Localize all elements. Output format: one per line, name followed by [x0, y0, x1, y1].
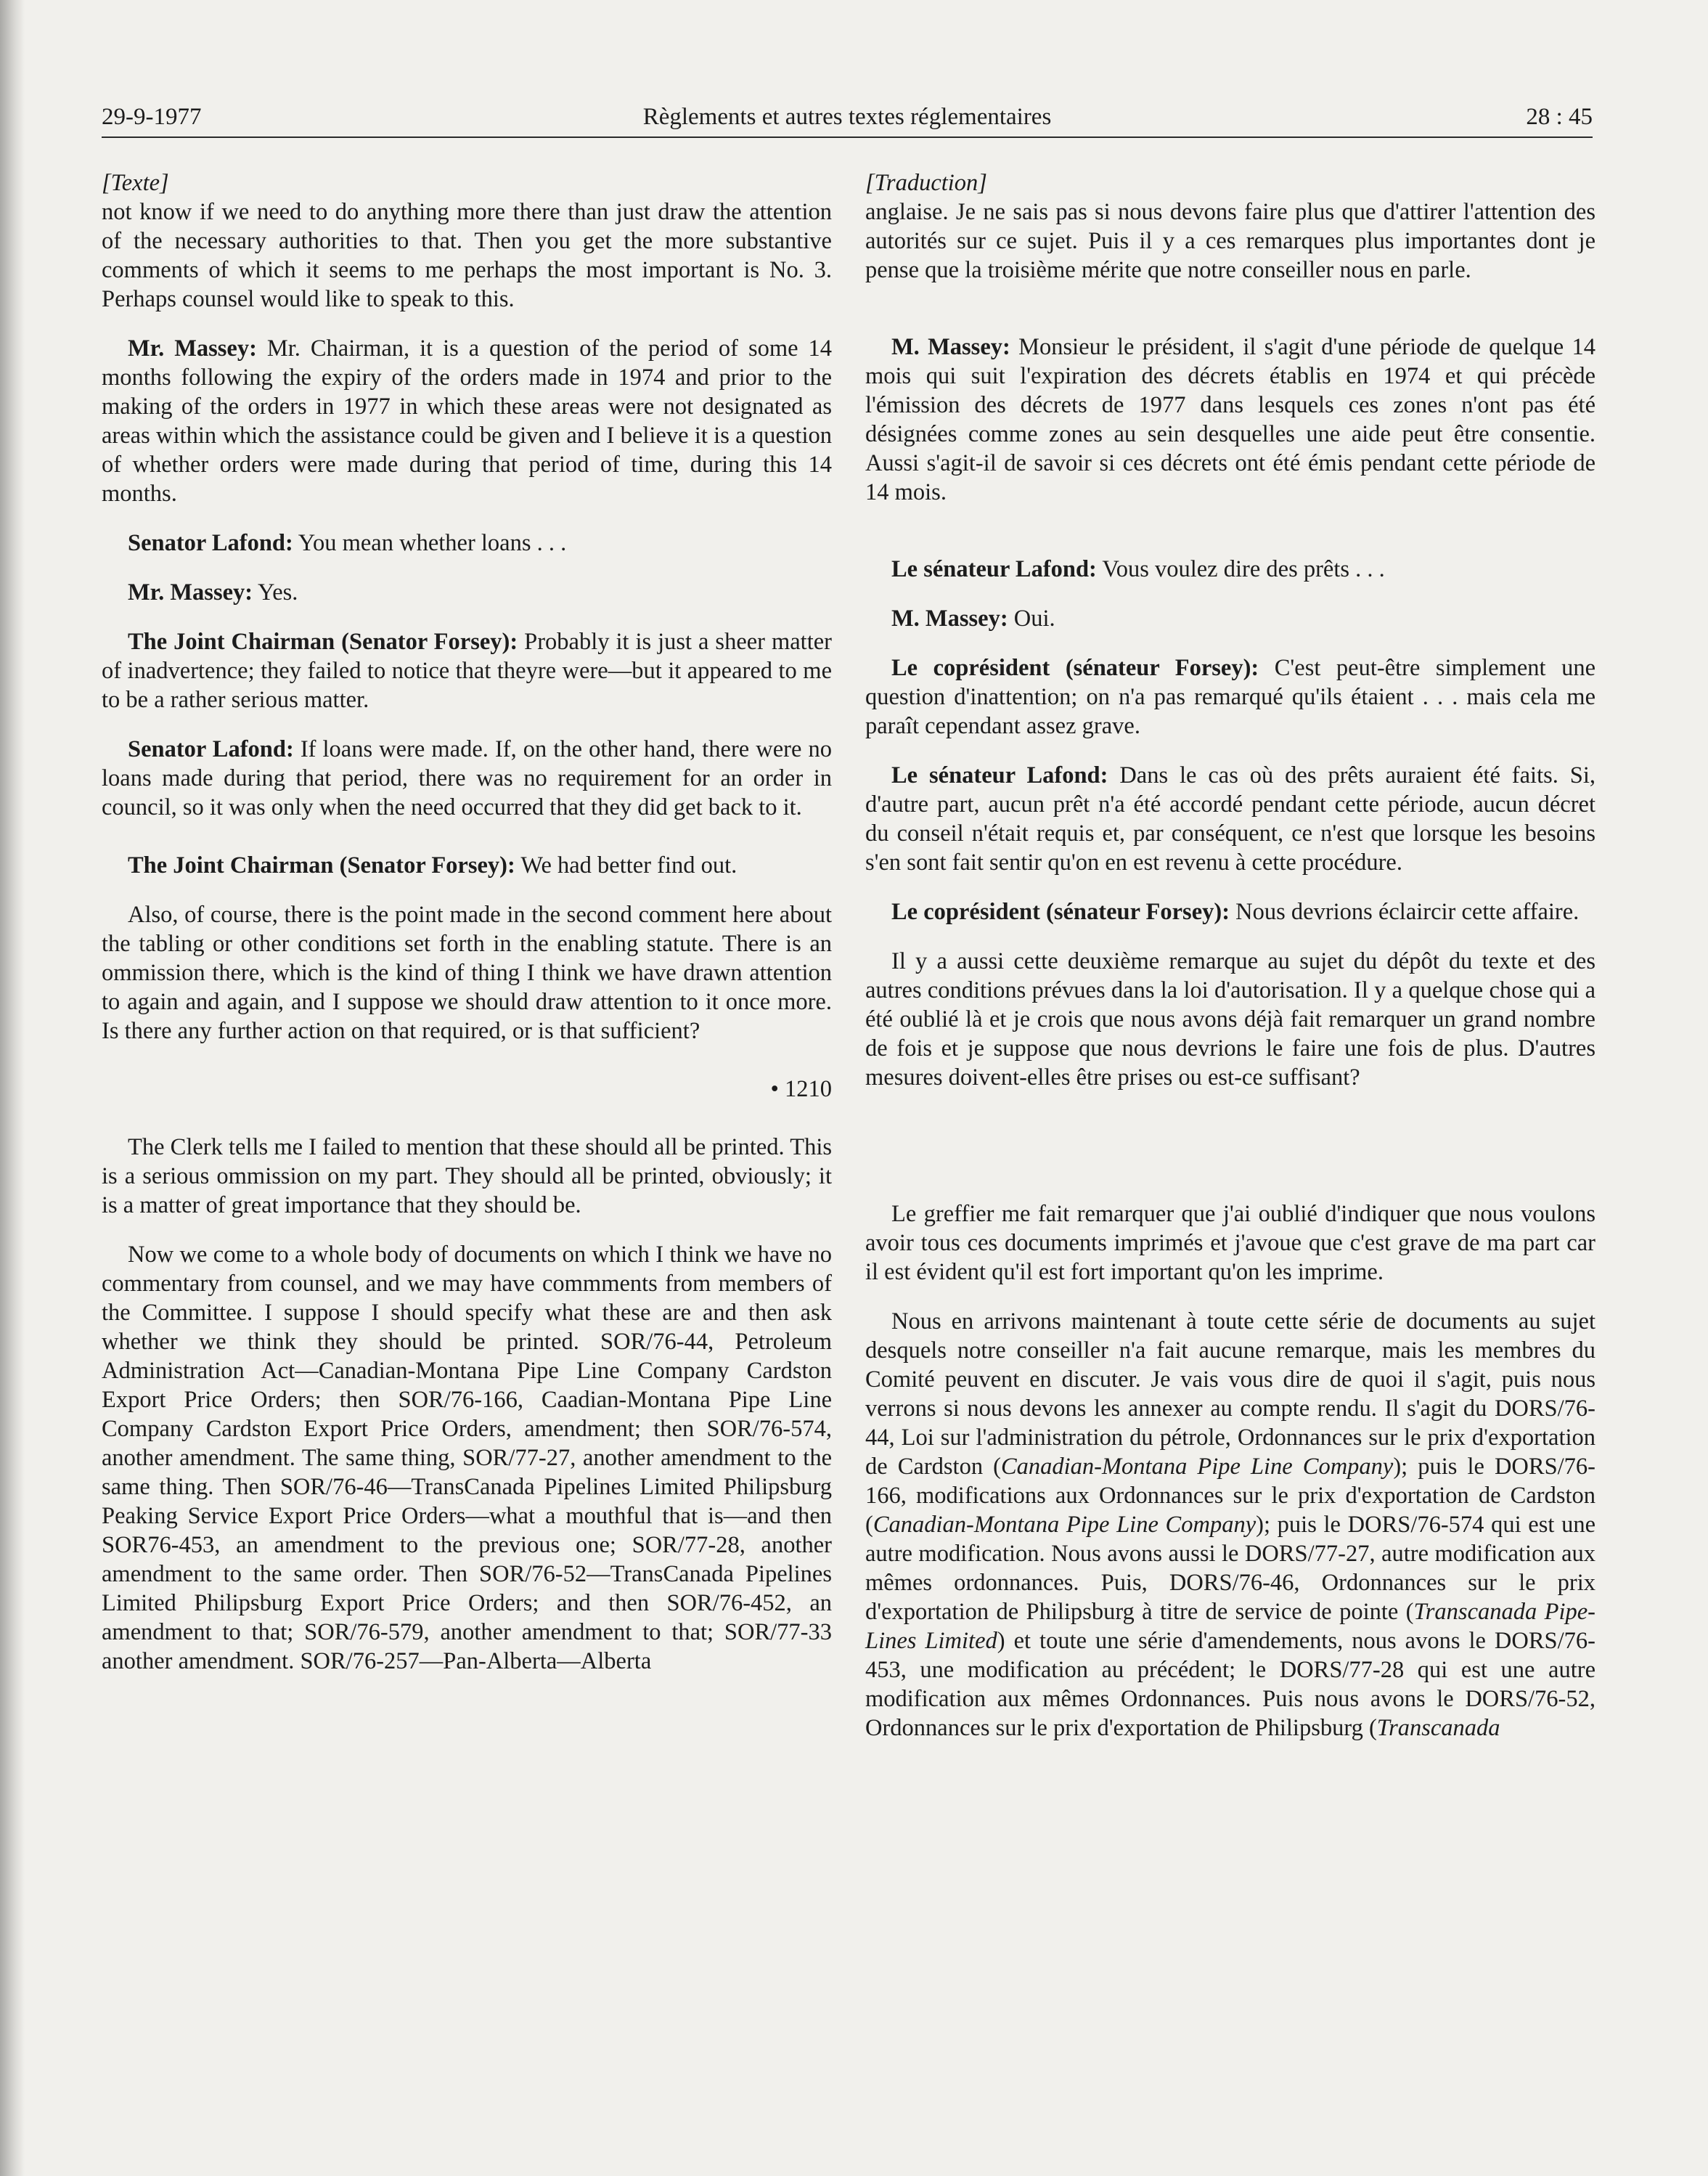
speech-paragraph: Senator Lafond: You mean whether loans . . . — [128, 530, 567, 556]
speaker-name: M. Massey: — [891, 606, 1008, 632]
column-label: [Texte] — [102, 170, 169, 196]
english-column — [102, 168, 832, 1676]
paragraph: The Clerk tells me I failed to mention that these should all be printed. This is a serious ommission on my part. They should all be printed, obviously; it is a matter of great importance that they should be. — [102, 1134, 832, 1218]
speaker-name: M. Massey: — [891, 334, 1010, 360]
speaker-name: The Joint Chairman — [128, 852, 334, 879]
speech-paragraph: M. Massey: Monsieur le président, il s'agit d'une période de quelque 14 mois qui suit l'expiration des décrets établis en 1974 et qui précède l'émission des décrets de 1977 dans lesquels ces zones n'ont pas été désignées comme zones au sein desquelles une aide peut être consentie. Aussi s'agit-il de savoir si ces décrets ont été émis pendant cette période de 14 mois. — [865, 334, 1595, 505]
speech-paragraph: Le coprésident (sénateur Forsey): C'est peut-être simplement une question d'inattention; on n'a pas remarqué qu'ils étaient . . . mais cela me paraît cependant assez grave. — [865, 655, 1596, 739]
speaker-name: Le coprésident (sénateur Forsey): — [891, 899, 1230, 925]
header-title: Règlements et autres textes réglementaires — [642, 104, 1052, 130]
paragraph: Il y a aussi cette deuxième remarque au sujet du dépôt du texte et des autres conditions prévues dans la loi d'autorisation. Il y a quelque chose qui a été oublié là et je crois que nous avons déjà fait remarquer un grand nombre de fois et je suppose que nous devrions le faire une fois de plus. D'autres mesures doivent-elles être prises ou est-ce suffisant? — [865, 948, 1595, 1091]
speech-paragraph: The Joint Chairman (Senator Forsey): Probably it is just a sheer matter of inadvertence; they failed to notice that theyre were—but it appeared to me to be a rather serious matter. — [102, 629, 832, 713]
speaker-name: Senator Lafond: — [128, 736, 294, 762]
speaker-name: Senator Lafond: — [128, 530, 293, 556]
speech-paragraph: Senator Lafond: If loans were made. If, on the other hand, there were no loans made during that period, there was no requirement for an order in council, so it was only when the need occurred that they did get back to it. — [102, 736, 832, 820]
paragraph: Le greffier me fait remarquer que j'ai oublié d'indiquer que nous voulons avoir tous ces documents imprimés et j'avoue que c'est grave de ma part car il est évident qu'il est fort important qu'on les imprime. — [865, 1201, 1595, 1285]
header-page-number: 28 : 45 — [1526, 104, 1593, 130]
header-date: 29-9-1977 — [102, 104, 202, 130]
paragraph: anglaise. Je ne sais pas si nous devons faire plus que d'attirer l'attention des autorités sur ce sujet. Puis il y a ces remarques plus importantes dont je pense que la troisième mérite que notre conseiller nous en parle. — [865, 199, 1595, 283]
speaker-name: Mr. Massey: — [128, 579, 253, 606]
speech-paragraph: Le sénateur Lafond: Vous voulez dire des prêts . . . — [891, 556, 1385, 582]
speaker-name: Le sénateur Lafond: — [891, 556, 1097, 582]
speech-paragraph: Le coprésident (sénateur Forsey): Nous devrions éclaircir cette affaire. — [891, 899, 1580, 925]
speaker-name: Le coprésident (sénateur Forsey): — [891, 655, 1259, 681]
speaker-name: Le sénateur Lafond: — [891, 762, 1108, 789]
paragraph: Also, of course, there is the point made in the second comment here about the tabling or other conditions set forth in the enabling statute. There is an ommission there, which is the kind of thing I think we have drawn attention to again and again, and I suppose we should draw attention to it once more. Is there any further action on that required, or is that sufficient? — [102, 902, 832, 1044]
speaker-name: The Joint Chairman — [128, 629, 335, 655]
page-edge-shadow — [0, 0, 25, 2176]
paragraph: Nous en arrivons maintenant à toute cette série de documents au sujet desquels notre conseiller n'a fait aucune remarque, mais les membres du Comité peuvent en discuter. Je vais vous dire de quoi il s'agit, puis nous verrons si nous devons les annexer au compte rendu. Il s'agit du DORS/76-44, Loi sur l'administration du pétrole, Ordonnances sur le prix d'exportation de Cardston (Canadian-Montana Pipe Line Company); puis le DORS/76-166, modifications aux Ordonnances sur le prix d'exportation de Cardston (Canadian-Montana Pipe Line Company); puis le DORS/76-574 qui est une autre modification. Nous avons aussi le DORS/77-27, autre modification aux mêmes ordonnances. Puis, DORS/76-46, Ordonnances sur le prix d'exportation de Philipsburg à titre de service de pointe (Transcanada Pipe-Lines Limited) et toute une série d'amendements, nous avons le DORS/76-453, une modification au précédent; le DORS/77-28 qui est une autre modification aux mêmes Ordonnances. Puis nous avons le DORS/76-52, Ordonnances sur le prix d'exportation de Philipsburg (Transcanada — [865, 1308, 1596, 1741]
time-marker: • 1210 — [770, 1076, 832, 1102]
french-column — [865, 168, 1595, 1743]
speech-paragraph: Mr. Massey: Yes. — [128, 579, 298, 606]
column-label: [Traduction] — [865, 170, 987, 196]
speech-paragraph: Mr. Massey: Mr. Chairman, it is a question of the period of some 14 months following the expiry of the orders made in 1974 and prior to the making of the orders in 1977 in which these areas were not designated as areas within which the assistance could be given and I believe it is a question of whether orders were made during that period of time, during this 14 months. — [102, 335, 832, 507]
speech-paragraph: M. Massey: Oui. — [891, 606, 1055, 632]
header-rule — [102, 136, 1593, 138]
speech-paragraph: Le sénateur Lafond: Dans le cas où des prêts auraient été faits. Si, d'autre part, aucun prêt n'a été accordé pendant cette période, aucun décret du conseil n'était requis et, par conséquent, ce n'est que lorsque les besoins s'en sont fait sentir qu'on en est revenu à cette procédure. — [865, 762, 1595, 876]
speech-paragraph: The Joint Chairman (Senator Forsey): We had better find out. — [128, 852, 737, 879]
running-header — [102, 99, 1593, 135]
paragraph: Now we come to a whole body of documents on which I think we have no commentary from counsel, and we may have commments from members of the Committee. I suppose I should specify what these are and then ask whether we think they should be printed. SOR/76-44, Petroleum Administration Act—Canadian-Montana Pipe Line Company Cardston Export Price Orders; then SOR/76-166, Caadian-Montana Pipe Line Company Cardston Export Price Orders, amendment; then SOR/76-574, another amendment. The same thing, SOR/77-27, another amendment to the same thing. Then SOR/76-46—TransCanada Pipelines Limited Philipsburg Peaking Service Export Price Orders—what a mouthful that is—and then SOR76-453, an amendment to the previous one; SOR/77-28, another amendment to the same order. Then SOR/76-52—TransCanada Pipelines Limited Philipsburg Export Price Orders; and then SOR/76-452, an amendment to that; SOR/76-579, another amendment to that; SOR/77-33 another amendment. SOR/76-257—Pan-Alberta—Alberta — [102, 1242, 832, 1674]
paragraph: not know if we need to do anything more there than just draw the attention of the necessary authorities to that. Then you get the more substantive comments of which it seems to me perhaps the most important is No. 3. Perhaps counsel would like to speak to this. — [102, 199, 832, 312]
speaker-name: Mr. Massey: — [128, 335, 257, 362]
